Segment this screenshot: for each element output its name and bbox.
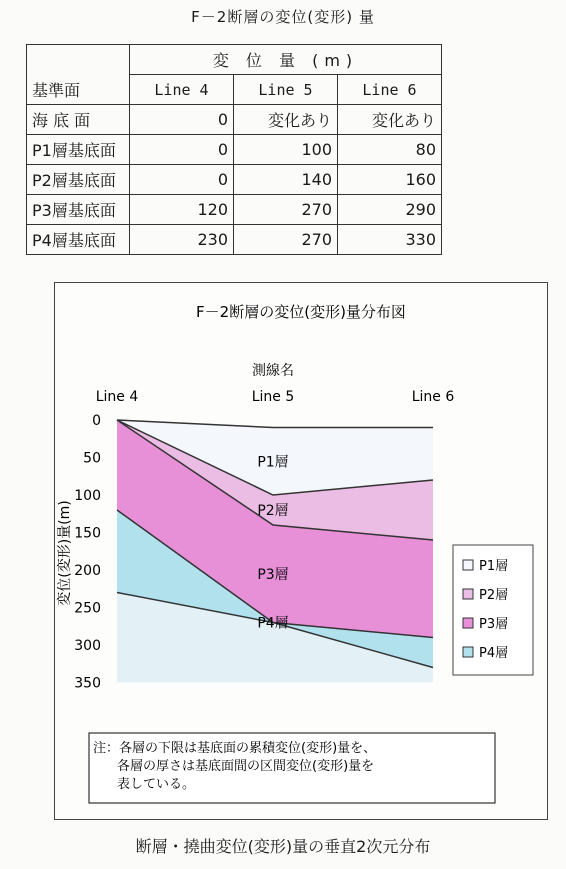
series-label: P4層 xyxy=(257,615,289,632)
legend-swatch xyxy=(463,560,473,570)
note-line: 表している。 xyxy=(117,777,196,792)
empty-corner xyxy=(27,45,130,75)
table-cell: 270 xyxy=(234,195,338,225)
chart-title: F－2断層の変位(変形)量分布図 xyxy=(196,303,406,321)
row-header-label: 基準面 xyxy=(27,75,130,105)
table-cell: 80 xyxy=(338,135,442,165)
table-cell: 160 xyxy=(338,165,442,195)
table-cell: 0 xyxy=(130,165,234,195)
row-label: P3層基底面 xyxy=(27,195,130,225)
y-tick-label: 100 xyxy=(74,488,101,504)
legend-label: P4層 xyxy=(479,646,509,661)
row-label: P1層基底面 xyxy=(27,135,130,165)
table-cell: 変化あり xyxy=(338,105,442,135)
chart-svg xyxy=(55,283,547,819)
y-tick-label: 0 xyxy=(92,413,101,429)
column-header: Line 4 xyxy=(130,75,234,105)
x-tick-label: Line 5 xyxy=(251,389,295,405)
table-row xyxy=(27,105,442,135)
table-cell: 330 xyxy=(338,225,442,255)
legend-label: P3層 xyxy=(479,617,509,632)
table-cell: 100 xyxy=(234,135,338,165)
column-header: Line 5 xyxy=(234,75,338,105)
x-tick-label: Line 6 xyxy=(411,389,455,405)
table-cell: 140 xyxy=(234,165,338,195)
legend-label: P2層 xyxy=(479,588,509,603)
y-tick-label: 200 xyxy=(74,563,101,579)
table-header-row-columns xyxy=(27,75,442,105)
y-tick-label: 50 xyxy=(83,450,101,467)
y-tick-label: 300 xyxy=(74,638,101,654)
x-axis-label: 測線名 xyxy=(252,363,294,379)
y-axis-label: 変位(変形)量(m) xyxy=(57,500,73,606)
group-header: 変 位 量 (m) xyxy=(130,45,442,75)
legend-swatch xyxy=(463,589,473,599)
figure-caption: 断層・撓曲変位(変形)量の垂直2次元分布 xyxy=(135,837,431,856)
legend-swatch xyxy=(463,647,473,657)
row-label: P4層基底面 xyxy=(27,225,130,255)
table-cell: 変化あり xyxy=(234,105,338,135)
legend-swatch xyxy=(463,618,473,628)
series-label: P2層 xyxy=(257,503,289,519)
table-cell: 0 xyxy=(130,105,234,135)
table-header-row-group xyxy=(27,45,442,75)
table-cell: 0 xyxy=(130,135,234,165)
table-row xyxy=(27,165,442,195)
series-label: P1層 xyxy=(257,454,289,471)
table-cell: 230 xyxy=(130,225,234,255)
table-row xyxy=(27,135,442,165)
page-title: F－2断層の変位(変形) 量 xyxy=(191,8,375,26)
row-label: 海 底 面 xyxy=(27,105,130,135)
series-label: P3層 xyxy=(257,566,289,583)
chart-panel xyxy=(54,282,548,820)
column-header: Line 6 xyxy=(338,75,442,105)
table-cell: 290 xyxy=(338,195,442,225)
y-tick-label: 150 xyxy=(74,525,101,542)
table-row xyxy=(27,225,442,255)
table-cell: 270 xyxy=(234,225,338,255)
legend-label: P1層 xyxy=(479,559,509,574)
y-tick-label: 350 xyxy=(74,675,101,692)
note-line: 注：各層の下限は基底面の累積変位(変形)量を、 xyxy=(93,741,377,756)
table-row xyxy=(27,195,442,225)
y-tick-label: 250 xyxy=(74,600,101,617)
note-line: 各層の厚さは基底面間の区間変位(変形)量を xyxy=(117,759,375,774)
x-tick-label: Line 4 xyxy=(95,389,139,405)
displacement-table xyxy=(26,44,442,255)
table-cell: 120 xyxy=(130,195,234,225)
row-label: P2層基底面 xyxy=(27,165,130,195)
